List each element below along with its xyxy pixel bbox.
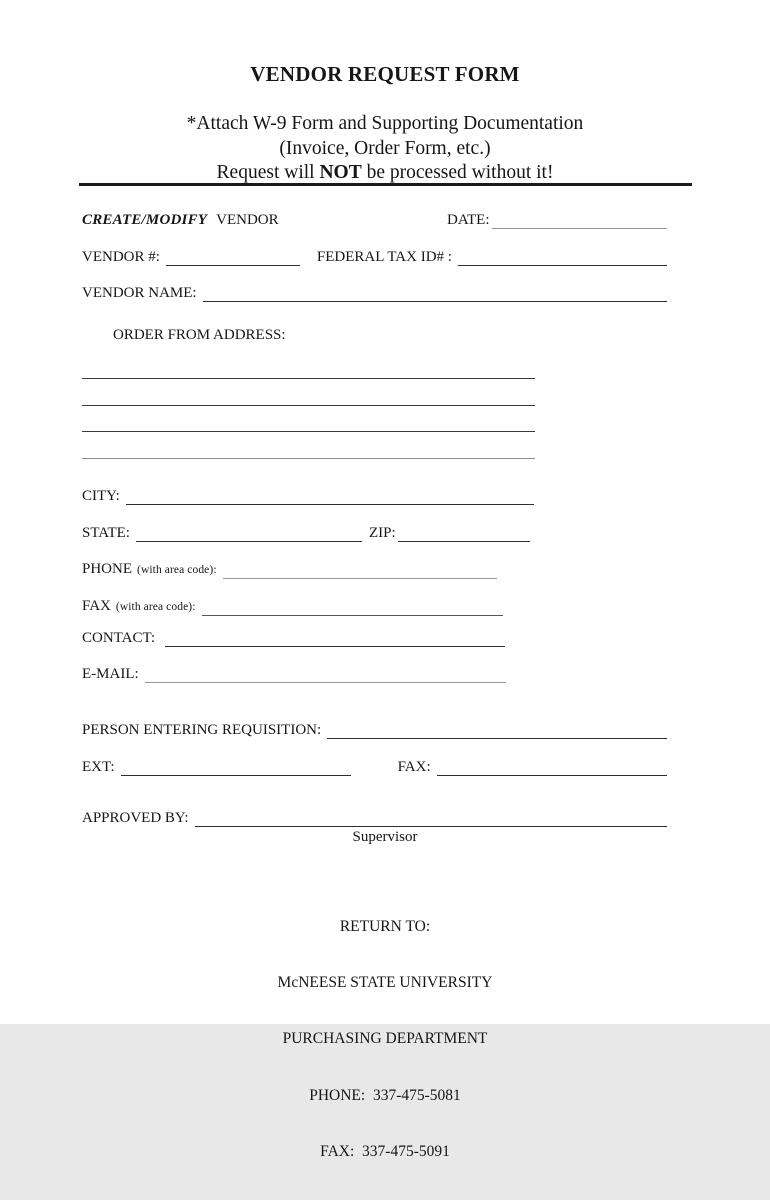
vendor-name-field[interactable] [203,287,667,302]
address-line-3-field[interactable] [82,431,535,432]
return-to-block [0,880,770,1200]
not-emphasis: NOT [319,162,362,183]
contact-row [82,629,505,647]
create-modify-label: CREATE/MODIFY [82,212,208,228]
zip-label: ZIP: [368,525,396,541]
person-entering-field[interactable] [327,724,667,739]
create-modify-vendor-label: VENDOR [216,212,279,228]
fax-number-field[interactable] [437,761,667,776]
person-entering-label: PERSON ENTERING REQUISITION: [82,722,322,738]
zip-field[interactable] [398,527,530,542]
supervisor-caption: Supervisor [352,829,418,845]
approved-by-label: APPROVED BY: [82,810,189,826]
address-line-1-field[interactable] [82,378,535,379]
return-fax: FAX: 337-475-5091 [320,1143,450,1161]
city-row [82,487,534,505]
fax-field[interactable] [202,601,503,616]
order-from-address-label: ORDER FROM ADDRESS: [113,327,286,343]
order-from-address-row [113,326,513,344]
email-field[interactable] [145,668,506,683]
fax-number-label: FAX: [397,759,431,775]
approved-by-row [82,809,667,827]
page-title: VENDOR REQUEST FORM [250,62,520,86]
vendor-number-tax-row [82,248,667,266]
date-field[interactable] [492,214,668,229]
phone-row [82,560,497,579]
ext-field[interactable] [121,761,351,776]
fax-label: FAX [82,598,111,614]
phone-field[interactable] [223,564,497,579]
ext-fax-row [82,758,667,776]
date-label: DATE: [447,212,490,228]
email-row [82,665,506,683]
university-name: McNEESE STATE UNIVERSITY [277,973,493,991]
attach-note [0,112,770,186]
state-zip-row [82,524,530,542]
address-line-4-field[interactable] [82,458,535,459]
attach-note-line3: Request will NOT be processed without it! [216,162,554,183]
vendor-number-label: VENDOR #: [82,249,160,265]
date-group [447,211,667,229]
city-field[interactable] [126,490,534,505]
fax-row [82,597,503,616]
city-label: CITY: [82,488,120,504]
create-modify-date-row [82,211,667,229]
header-divider [79,183,692,186]
vendor-name-row [82,284,667,302]
attach-note-line2: (Invoice, Order Form, etc.) [279,137,491,159]
state-field[interactable] [136,527,362,542]
return-to-label: RETURN TO: [339,917,431,935]
phone-label: PHONE [82,561,133,577]
federal-tax-id-field[interactable] [458,251,667,266]
approved-by-field[interactable] [195,812,667,827]
person-entering-row [82,721,667,739]
vendor-name-label: VENDOR NAME: [82,285,197,301]
email-label: E-MAIL: [82,666,139,682]
attach-note-line1: *Attach W-9 Form and Supporting Documentation [186,113,584,134]
federal-tax-id-label: FEDERAL TAX ID# : [316,249,452,265]
ext-label: EXT: [82,759,115,775]
fax-hint: (with area code): [115,601,196,613]
state-label: STATE: [82,525,130,541]
department-name: PURCHASING DEPARTMENT [282,1030,488,1048]
contact-label: CONTACT: [82,630,156,646]
contact-field[interactable] [165,632,505,647]
vendor-number-field[interactable] [166,251,300,266]
address-line-2-field[interactable] [82,405,535,406]
return-phone: PHONE: 337-475-5081 [309,1086,461,1104]
phone-hint: (with area code): [137,564,217,576]
